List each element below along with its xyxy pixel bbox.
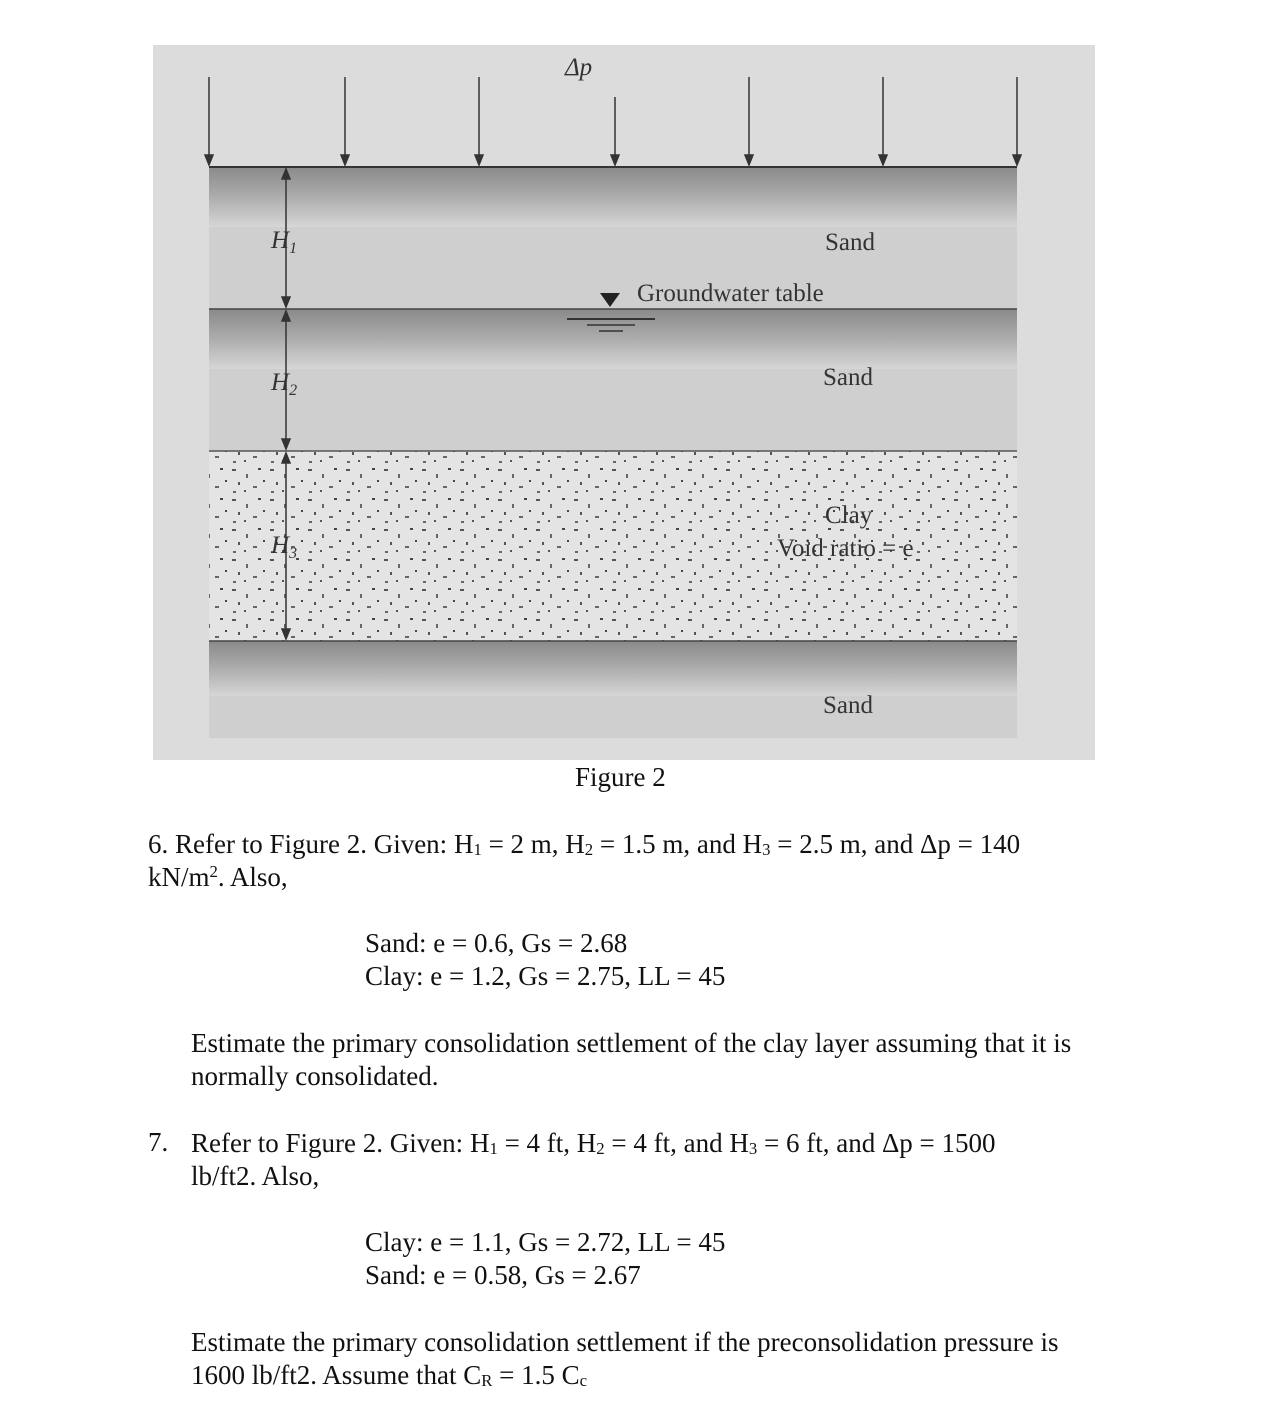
soil-profile-figure [153, 45, 1095, 760]
q7-sand-properties: Sand: e = 0.58, Gs = 2.67 [365, 1260, 641, 1290]
q7-intro-line2: lb/ft2. Also, [191, 1161, 320, 1191]
sand-top-label: Sand [825, 229, 875, 256]
h3-label: $H_3$ [271, 532, 298, 562]
q6-task-line2: normally consolidated. [191, 1061, 439, 1091]
load-arrows [205, 77, 1021, 165]
sand-mid-label: Sand [823, 364, 873, 391]
q7-intro-line1: Refer to Figure 2. Given: H1 = 4 ft, H2 = 4 ft, and H3 = 6 ft, and Δp = 1500 [191, 1128, 996, 1158]
q7-intro [191, 1127, 1151, 1193]
q6-task-line1: Estimate the primary consolidation settlement of the clay layer assuming that it is [191, 1028, 1072, 1058]
soil-profile-svg [153, 45, 1095, 760]
q6-clay-properties: Clay: e = 1.2, Gs = 2.75, LL = 45 [365, 961, 726, 991]
load-label: Δp [565, 54, 593, 81]
h1-label: $H_1$ [271, 227, 298, 257]
q6-intro [148, 828, 1128, 894]
sand-layer-bottom-shade [209, 641, 1017, 696]
q7-task [191, 1326, 1059, 1392]
q7-task-line1: Estimate the primary consolidation settlement if the preconsolidation pressure is [191, 1327, 1059, 1357]
clay-label: Clay [825, 502, 873, 529]
q6-intro-line1: 6. Refer to Figure 2. Given: H1 = 2 m, H2 = 1.5 m, and H3 = 2.5 m, and Δp = 140 [148, 829, 1021, 859]
q6-properties [365, 927, 725, 993]
h2-label: $H_2$ [271, 369, 298, 399]
figure-caption: Figure 2 [575, 762, 666, 792]
q6-task [191, 1027, 1071, 1093]
clay-void-ratio-label: Void ratio = e [777, 535, 914, 562]
groundwater-table-label: Groundwater table [637, 280, 824, 307]
q6-intro-line2: $kN/m^2$. Also, [148, 861, 288, 892]
q7-clay-properties: Clay: e = 1.1, Gs = 2.72, LL = 45 [365, 1227, 726, 1257]
q7-properties [365, 1226, 725, 1292]
sand-bottom-label: Sand [823, 692, 873, 719]
sand-layer-top-shade [209, 167, 1017, 227]
q7-number: 7. [148, 1127, 169, 1157]
q7-task-line2: 1600 lb/ft2. Assume that CR = 1.5 Cc [191, 1360, 588, 1390]
q6-sand-properties: Sand: e = 0.6, Gs = 2.68 [365, 928, 628, 958]
